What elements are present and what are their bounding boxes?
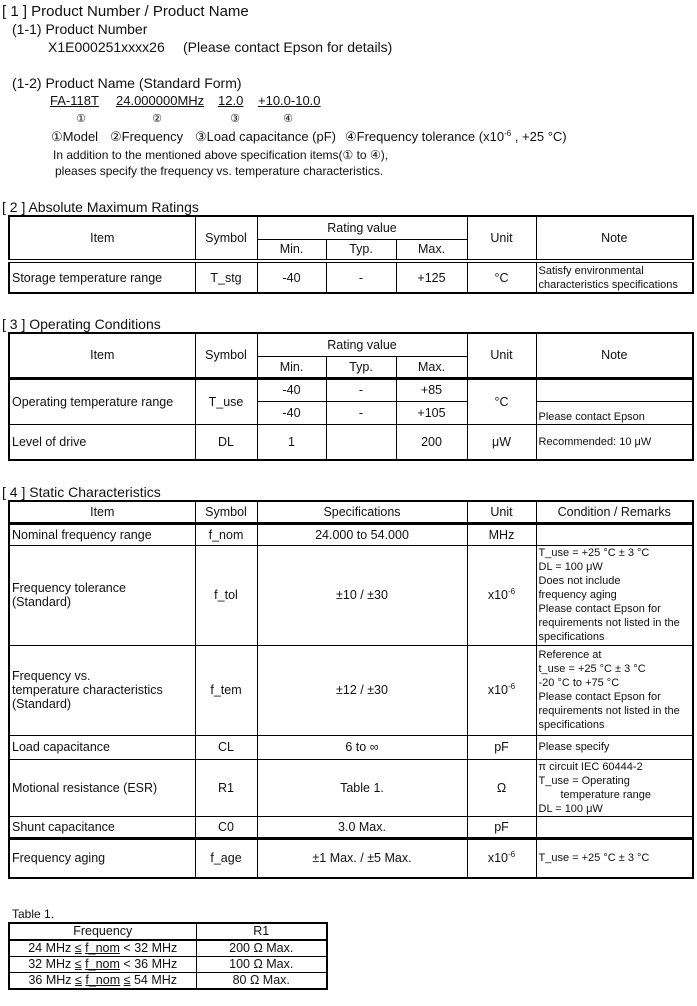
cell-unit: $x10^{-6}$ [467,645,536,735]
cell-spec: Table 1. [257,759,467,816]
spec-note-line1: In addition to the mentioned above specification items(① to ④), [53,148,389,162]
table-row [9,940,327,957]
cell-min: -40 [257,378,326,401]
product-number-note: (Please contact Epson for details) [183,39,393,55]
header-min: Min. [257,239,326,261]
cell-spec: 6 to ∞ [257,735,467,759]
table-row [9,424,693,460]
cell-unit: pF [467,816,536,838]
cell-min: -40 [257,401,326,424]
section-3-title: [ 3 ] Operating Conditions [2,316,161,332]
spec-note-line2: pleases specify the frequency vs. temperature characteristics. [55,164,384,178]
cell-item: Shunt capacitance [9,816,195,838]
table-row [9,645,693,735]
cell-symbol: R1 [195,759,257,816]
marker-4: ④ [283,113,293,125]
cell-unit: °C [467,378,536,424]
table-row [9,261,693,293]
section-2-title: [ 2 ] Absolute Maximum Ratings [2,199,199,215]
cell-remarks [536,816,693,838]
name-part-tolerance: +10.0-10.0 [258,93,321,108]
table-row [9,545,693,645]
cell-spec: ±12 / ±30 [257,645,467,735]
cell-note: Satisfy environmental characteristics specifications [536,261,693,293]
cell-frequency-range: 36 MHz ≤ f_nom ≤ 54 MHz [9,973,196,990]
cell-item: Load capacitance [9,735,195,759]
header-item: Item [9,216,195,261]
cell-remarks: Reference at t_use = +25 °C ± 3 °C -20 °C to +75 °C Please contact Epson for requirements not listed in the specifications [536,645,693,735]
cell-item: Frequency tolerance (Standard) [9,545,195,645]
cell-item: Frequency aging [9,838,195,878]
header-r1: R1 [196,923,327,940]
table-row [9,816,693,838]
esr-table [8,922,328,990]
marker-2: ② [152,113,162,125]
cell-unit: MHz [467,523,536,545]
cell-note: Please contact Epson [536,401,693,424]
header-rating-value: Rating value [257,333,467,356]
header-note: Note [536,216,693,261]
header-unit: Unit [467,333,536,378]
header-typ: Typ. [326,356,396,378]
cell-spec: 24.000 to 54.000 [257,523,467,545]
cell-remarks: π circuit IEC 60444-2 T_use = Operating temperature range DL = 100 μW [536,759,693,816]
legend-model: ①Model [51,129,99,144]
cell-symbol: CL [195,735,257,759]
cell-item: Level of drive [9,424,195,460]
table1-caption: Table 1. [12,907,55,921]
absolute-max-ratings-table [8,215,694,294]
cell-spec: 3.0 Max. [257,816,467,838]
cell-unit: $x10^{-6}$ [467,545,536,645]
header-unit: Unit [467,216,536,261]
cell-item: Motional resistance (ESR) [9,759,195,816]
cell-remarks: T_use = +25 °C ± 3 °C [536,838,693,878]
header-item: Item [9,333,195,378]
cell-unit: °C [467,261,536,293]
cell-max: +125 [396,261,467,293]
product-name-subtitle: (1-2) Product Name (Standard Form) [12,75,242,91]
table-row [9,759,693,816]
cell-unit: Ω [467,759,536,816]
table-row [9,973,327,990]
cell-r1: 100 Ω Max. [196,957,327,973]
cell-symbol: f_nom [195,523,257,545]
cell-item: Operating temperature range [9,378,195,424]
cell-unit: pF [467,735,536,759]
cell-typ: - [326,378,396,401]
table-row [9,735,693,759]
header-frequency: Frequency [9,923,196,940]
cell-max: +85 [396,378,467,401]
cell-symbol: f_tol [195,545,257,645]
header-rating-value: Rating value [257,216,467,239]
header-item: Item [9,501,195,523]
cell-spec: ±10 / ±30 [257,545,467,645]
header-note: Note [536,333,693,378]
cell-symbol: C0 [195,816,257,838]
header-max: Max. [396,356,467,378]
legend-load: ③Load capacitance (pF) [195,129,337,144]
table-row [9,378,693,401]
cell-max: 200 [396,424,467,460]
cell-typ: - [326,261,396,293]
cell-spec: ±1 Max. / ±5 Max. [257,838,467,878]
header-remarks: Condition / Remarks [536,501,693,523]
table-row [9,957,327,973]
marker-1: ① [76,113,86,125]
cell-max: +105 [396,401,467,424]
cell-typ: - [326,401,396,424]
name-part-load: 12.0 [218,93,244,108]
static-characteristics-table [8,500,694,879]
cell-unit: $x10^{-6}$ [467,838,536,878]
table-row [9,838,693,878]
header-min: Min. [257,356,326,378]
operating-conditions-table [8,332,694,461]
cell-frequency-range: 32 MHz ≤ f_nom < 36 MHz [9,957,196,973]
cell-typ [326,424,396,460]
header-symbol: Symbol [195,333,257,378]
cell-symbol: T_use [195,378,257,424]
cell-remarks [536,523,693,545]
cell-remarks: T_use = +25 °C ± 3 °C DL = 100 μW Does not include frequency aging Please contact Epson for requirements not listed in the specifications [536,545,693,645]
table-row [9,523,693,545]
cell-r1: 80 Ω Max. [196,973,327,990]
header-max: Max. [396,239,467,261]
name-part-frequency: 24.000000MHz [116,93,205,108]
section-4-title: [ 4 ] Static Characteristics [2,484,161,500]
header-unit: Unit [467,501,536,523]
cell-unit: μW [467,424,536,460]
cell-item: Frequency vs. temperature characteristics (Standard) [9,645,195,735]
marker-3: ③ [230,113,240,125]
product-number-value: X1E000251xxxx26 [48,39,165,55]
product-number-subtitle: (1-1) Product Number [12,21,148,37]
header-specifications: Specifications [257,501,467,523]
cell-r1: 200 Ω Max. [196,940,327,957]
cell-frequency-range: 24 MHz ≤ f_nom < 32 MHz [9,940,196,957]
cell-min: -40 [257,261,326,293]
cell-item: Nominal frequency range [9,523,195,545]
cell-item: Storage temperature range [9,261,195,293]
section-1-title: [ 1 ] Product Number / Product Name [2,3,249,20]
cell-symbol: f_tem [195,645,257,735]
name-part-model: FA-118T [50,93,99,108]
cell-symbol: f_age [195,838,257,878]
cell-symbol: DL [195,424,257,460]
cell-remarks: Please specify [536,735,693,759]
cell-note: Recommended: 10 μW [536,424,693,460]
legend-frequency: ②Frequency [110,129,184,144]
cell-min: 1 [257,424,326,460]
header-typ: Typ. [326,239,396,261]
cell-note [536,378,693,401]
cell-symbol: T_stg [195,261,257,293]
header-symbol: Symbol [195,216,257,261]
legend-tolerance: ④Frequency tolerance ($x10^{-6}$ , +25 °C) [345,129,567,144]
header-symbol: Symbol [195,501,257,523]
